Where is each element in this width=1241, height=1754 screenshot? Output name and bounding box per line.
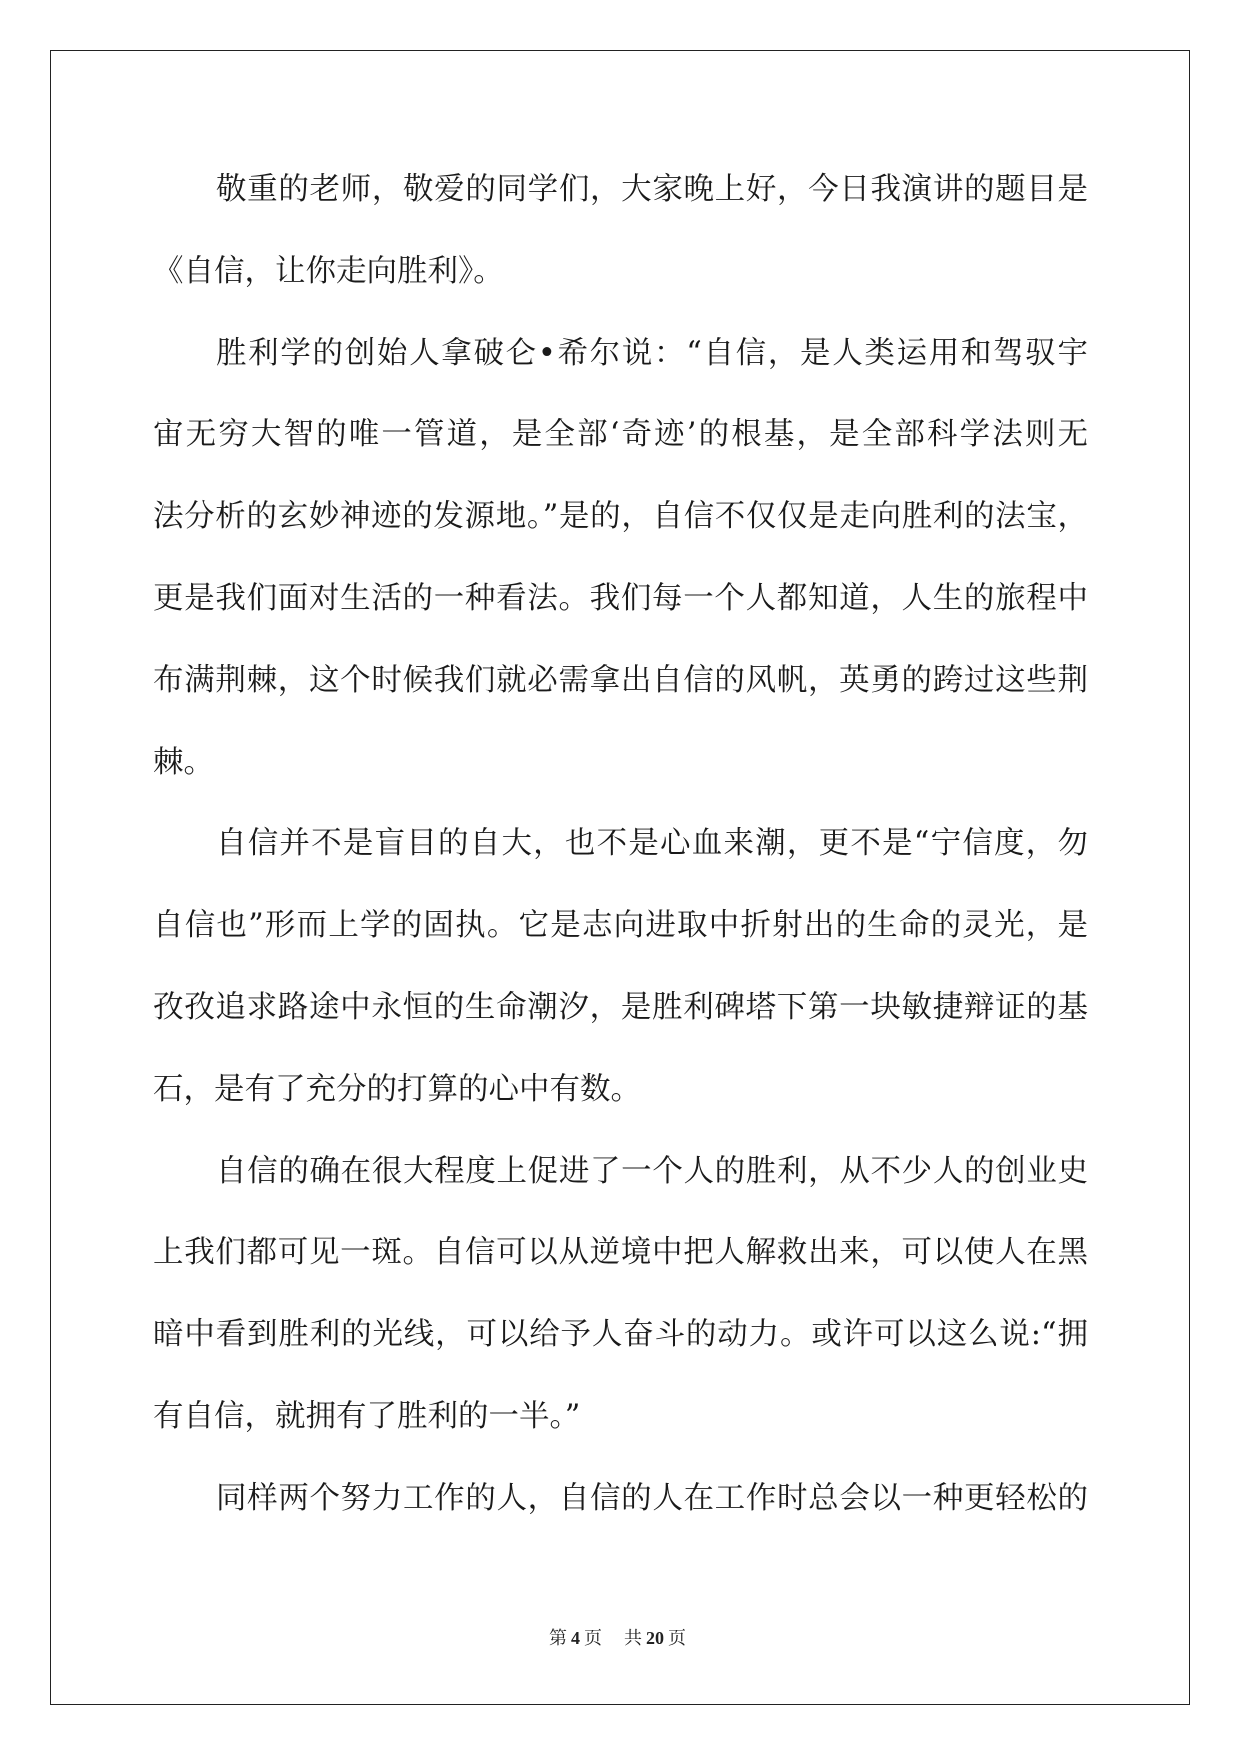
paragraph-line: 石，是有了充分的打算的心中有数。: [153, 1071, 641, 1107]
paragraph-line: 同样两个努力工作的人，自信的人在工作时总会以一种更轻松的: [216, 1480, 1088, 1516]
total-label-prefix: 共: [624, 1628, 642, 1648]
page-number: 4: [571, 1628, 580, 1648]
paragraph-line: 棘。: [153, 744, 214, 780]
paragraph-line: 自信并不是盲目的自大，也不是心血来潮，更不是“宁信度，勿: [216, 826, 1088, 862]
paragraph: [153, 1131, 1088, 1458]
paragraph-line: 宙无穷大智的唯一管道，是全部‘奇迹’的根基，是全部科学法则无: [153, 417, 1088, 453]
paragraph-line: 孜孜追求路途中永恒的生命潮汐，是胜利碑塔下第一块敏捷辩证的基: [153, 989, 1088, 1025]
paragraph-line: 有自信，就拥有了胜利的一半。”: [153, 1398, 581, 1434]
paragraph-line: 更是我们面对生活的一种看法。我们每一个人都知道，人生的旅程中: [153, 580, 1088, 616]
paragraph: [153, 149, 1088, 313]
total-pages: 20: [646, 1628, 664, 1648]
paragraph-line: 法分析的玄妙神迹的发源地。”是的，自信不仅仅是走向胜利的法宝，: [153, 499, 1088, 535]
page-label-suffix: 页: [584, 1628, 602, 1648]
paragraph-line: 敬重的老师，敬爱的同学们，大家晚上好，今日我演讲的题目是: [216, 172, 1088, 207]
total-label-suffix: 页: [668, 1628, 686, 1648]
paragraph: [153, 313, 1088, 804]
paragraph-line: 自信的确在很大程度上促进了一个人的胜利，从不少人的创业史: [216, 1153, 1088, 1189]
paragraph-line: 布满荆棘，这个时候我们就必需拿出自信的风帆，英勇的跨过这些荆: [153, 662, 1088, 698]
paragraph-line: 《自信，让你走向胜利》。: [153, 253, 504, 289]
paragraph-line: 自信也”形而上学的固执。它是志向进取中折射出的生命的灵光，是: [153, 908, 1088, 944]
page-footer: [549, 1626, 686, 1650]
paragraph-line: 胜利学的创始人拿破仑•希尔说：“自信，是人类运用和驾驭宇: [216, 335, 1088, 371]
document-body: [153, 149, 1088, 1540]
paragraph-line: 上我们都可见一斑。自信可以从逆境中把人解救出来，可以使人在黑: [153, 1235, 1088, 1271]
paragraph-line: 暗中看到胜利的光线，可以给予人奋斗的动力。或许可以这么说:“拥: [153, 1317, 1088, 1353]
page-label-prefix: 第: [549, 1628, 567, 1648]
paragraph: [153, 1458, 1088, 1540]
paragraph: [153, 803, 1088, 1130]
